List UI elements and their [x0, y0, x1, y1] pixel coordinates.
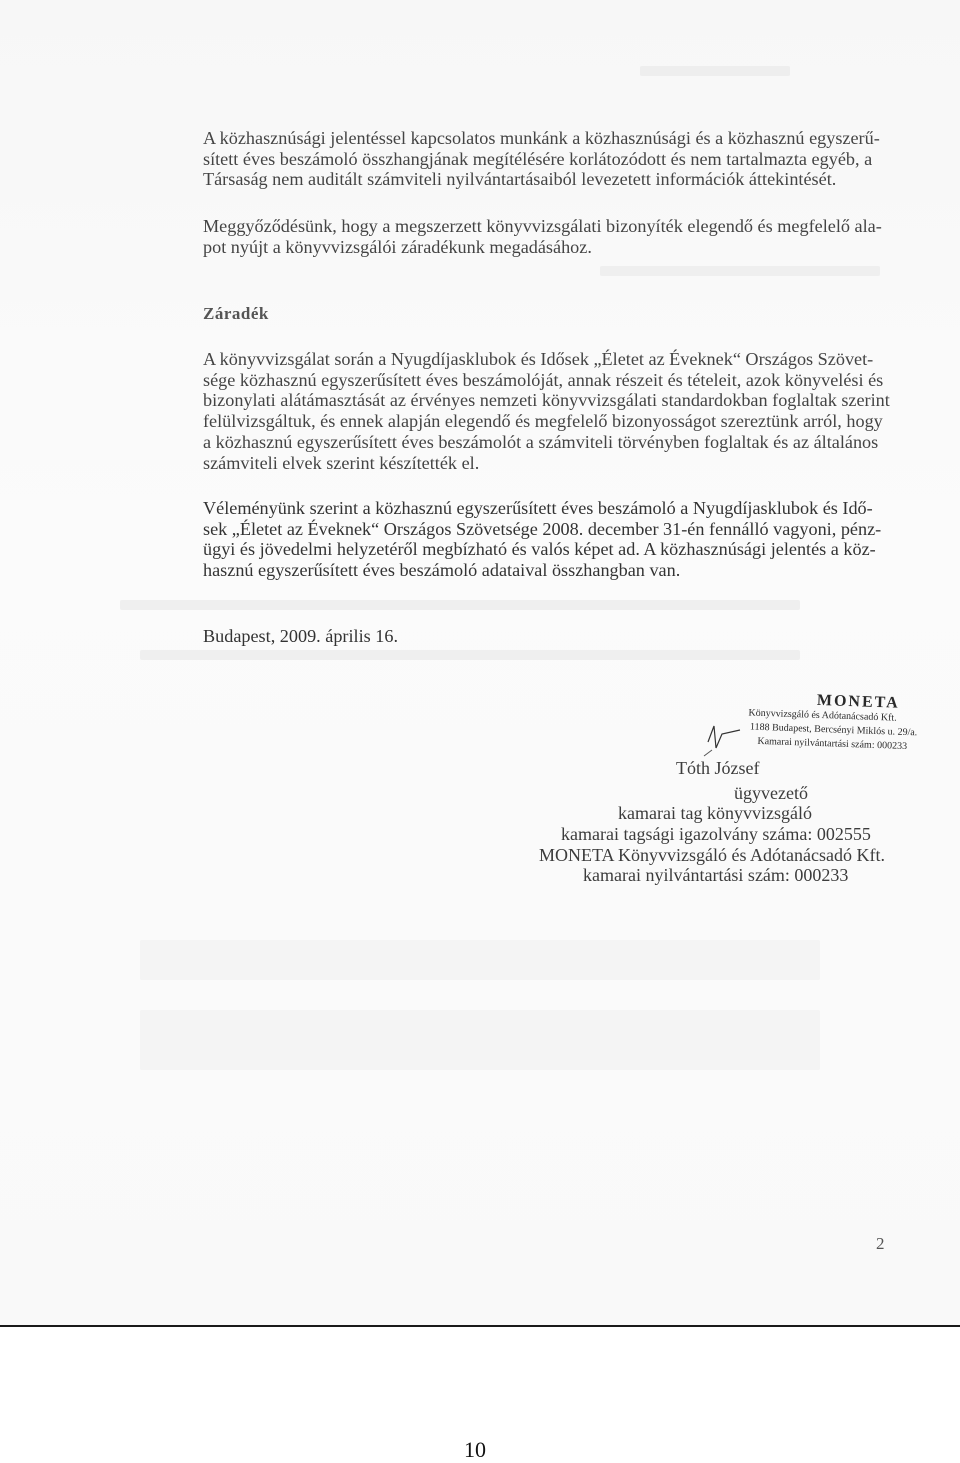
- bleed-through-artifact: [120, 600, 800, 610]
- text-line: felülvizsgáltuk, és ennek alapján elegendő és megfelelő bizonyosságot szereztünk arról, hogy: [203, 411, 883, 432]
- bleed-through-artifact: [140, 940, 820, 980]
- inner-page-number: 2: [876, 1234, 885, 1253]
- text-line: sek „Életet az Éveknek“ Országos Szövetsége 2008. december 31-én fennálló vagyoni, pénz-: [203, 518, 882, 539]
- text-line: A könyvvizsgálat során a Nyugdíjasklubok és Idősek „Életet az Éveknek“ Országos Szövet-: [203, 349, 874, 369]
- text-line: sége közhasznú egyszerűsített éves beszámolóját, annak részeit és tételeit, azok könyvelési és: [203, 369, 884, 390]
- bleed-through-artifact: [600, 266, 880, 276]
- paragraph-opinion: [203, 498, 883, 581]
- outer-page-number: 10: [464, 1437, 486, 1462]
- section-heading: Záradék: [203, 304, 269, 323]
- bleed-through-artifact: [640, 66, 790, 76]
- text-line: sített éves beszámoló összhangjának megítélésére korlátozódott és nem tartalmazta egyéb, a: [203, 148, 873, 169]
- stamp-line: 1188 Budapest, Bercsényi Miklós u. 29/a.: [749, 721, 918, 739]
- stamp-line: Kamarai nyilvántartási szám: 000233: [757, 735, 908, 753]
- text-line: bizonylati alátámasztását az érvényes nemzeti könyvvizsgálati standardokban foglaltak szerint: [203, 390, 890, 411]
- signatory-registration: kamarai nyilvántartási szám: 000233: [583, 865, 849, 885]
- paragraph-scope: [203, 128, 883, 190]
- dateline: Budapest, 2009. április 16.: [203, 626, 398, 646]
- signatory-name: Tóth József: [676, 758, 760, 778]
- text-line: ügyi és jövedelmi helyzetéről megbízható és valós képet ad. A közhasznúsági jelentés a köz-: [203, 539, 876, 560]
- signatory-membership: kamarai tag könyvvizsgáló: [618, 803, 812, 823]
- signatory-role: ügyvezető: [734, 783, 808, 803]
- text-line: A közhasznúsági jelentéssel kapcsolatos munkánk a közhasznúsági és a közhasznú egyszerű-: [203, 128, 880, 148]
- text-line: hasznú egyszerűsített éves beszámoló adataival összhangban van.: [203, 560, 681, 581]
- bleed-through-artifact: [140, 1010, 820, 1070]
- text-line: Meggyőződésünk, hogy a megszerzett könyvvizsgálati bizonyíték elegendő és megfelelő ala-: [203, 216, 882, 236]
- paragraph-conviction: [203, 216, 883, 257]
- stamp-line: Könyvvizsgáló és Adótanácsadó Kft.: [748, 707, 897, 724]
- text-line: Véleményünk szerint a közhasznú egyszerűsített éves beszámoló a Nyugdíjasklubok és Idő-: [203, 498, 873, 518]
- text-line: pot nyújt a könyvvizsgálói záradékunk megadásához.: [203, 236, 592, 257]
- signatory-id-number: kamarai tagsági igazolvány száma: 002555: [561, 824, 871, 844]
- page-border-rule: [0, 1325, 960, 1327]
- paragraph-audit-clause: [203, 349, 890, 473]
- stamp-title: MONETA: [816, 691, 900, 712]
- text-line: számviteli elvek szerint készítették el.: [203, 452, 480, 473]
- text-line: Társaság nem auditált számviteli nyilvántartásaiból levezetett információk áttekintését.: [203, 169, 837, 190]
- signature-scribble: [700, 712, 760, 762]
- bleed-through-artifact: [140, 650, 800, 660]
- signatory-firm: MONETA Könyvvizsgáló és Adótanácsadó Kft.: [539, 845, 885, 865]
- text-line: a közhasznú egyszerűsített éves beszámolót a számviteli törvényben foglaltak és az általános: [203, 431, 879, 452]
